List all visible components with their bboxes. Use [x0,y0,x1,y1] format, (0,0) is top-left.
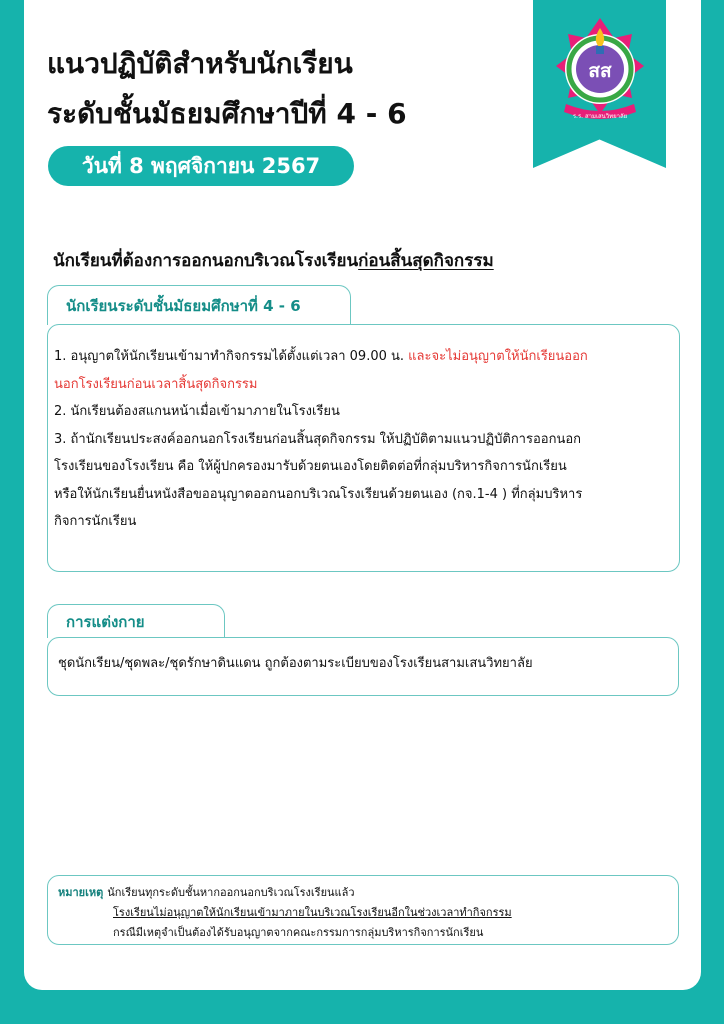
rule-line-3-cont: กิจการนักเรียน [54,514,137,529]
note-label: หมายเหตุ [58,886,104,899]
school-logo [550,14,650,124]
note-line-3: กรณีมีเหตุจำเป็นต้องได้รับอนุญาตจากคณะกรรมการกลุ่มบริหารกิจการนักเรียน [113,926,484,939]
rules-box [47,324,680,572]
date-badge: วันที่ 8 พฤศจิกายน 2567 [48,146,354,186]
page-title: แนวปฏิบัติสำหรับนักเรียน [47,47,353,80]
dress-code-text: ชุดนักเรียน/ชุดพละ/ชุดรักษาดินแดน ถูกต้องตามระเบียบของโรงเรียนสามเสนวิทยาลัย [58,656,533,671]
rule-line-3-cont: โรงเรียนของโรงเรียน คือ ให้ผู้ปกครองมารับด้วยตนเองโดยติดต่อที่กลุ่มบริหารกิจการนักเรียน [54,459,567,474]
note-line-1: หมายเหตุ นักเรียนทุกระดับชั้นหากออกนอกบริเวณโรงเรียนแล้ว [58,886,355,899]
dress-code-box [47,637,679,696]
headline-underlined-text: ก่อนสิ้นสุดกิจกรรม [358,251,494,271]
logo-school-name: ร.ร. สามเสนวิทยาลัย [572,113,628,120]
note-line-2: โรงเรียนไม่อนุญาตให้นักเรียนเข้ามาภายในบริเวณโรงเรียนอีกในช่วงเวลาทำกิจกรรม [113,906,512,919]
headline-text: นักเรียนที่ต้องการออกนอกบริเวณโรงเรียน [53,251,359,271]
tab-student-level: นักเรียนระดับชั้นมัธยมศึกษาที่ 4 - 6 [47,285,351,325]
rule-line-3: 3. ถ้านักเรียนประสงค์ออกนอกโรงเรียนก่อนสิ้นสุดกิจกรรม ให้ปฏิบัติตามแนวปฏิบัติการออกนอก [54,431,582,447]
tab-dress-code: การแต่งกาย [47,604,225,638]
rule-line-1: 1. อนุญาตให้นักเรียนเข้ามาทำกิจกรรมได้ตั้งแต่เวลา 09.00 น. และจะไม่อนุญาตให้นักเรียนออก [54,349,588,364]
rule-line-3-cont: หรือให้นักเรียนยื่นหนังสือขออนุญาตออกนอกบริเวณโรงเรียนด้วยตนเอง (กจ.1-4 ) ที่กลุ่มบริหาร [54,486,583,502]
logo-monogram: สส [588,60,612,82]
section-headline [53,247,494,274]
page-subtitle: ระดับชั้นมัธยมศึกษาปีที่ 4 - 6 [47,97,407,130]
rule-line-2: 2. นักเรียนต้องสแกนหน้าเมื่อเข้ามาภายในโรงเรียน [54,404,340,419]
rule-line-1-cont: นอกโรงเรียนก่อนเวลาสิ้นสุดกิจกรรม [54,376,258,392]
note-box [47,875,679,945]
